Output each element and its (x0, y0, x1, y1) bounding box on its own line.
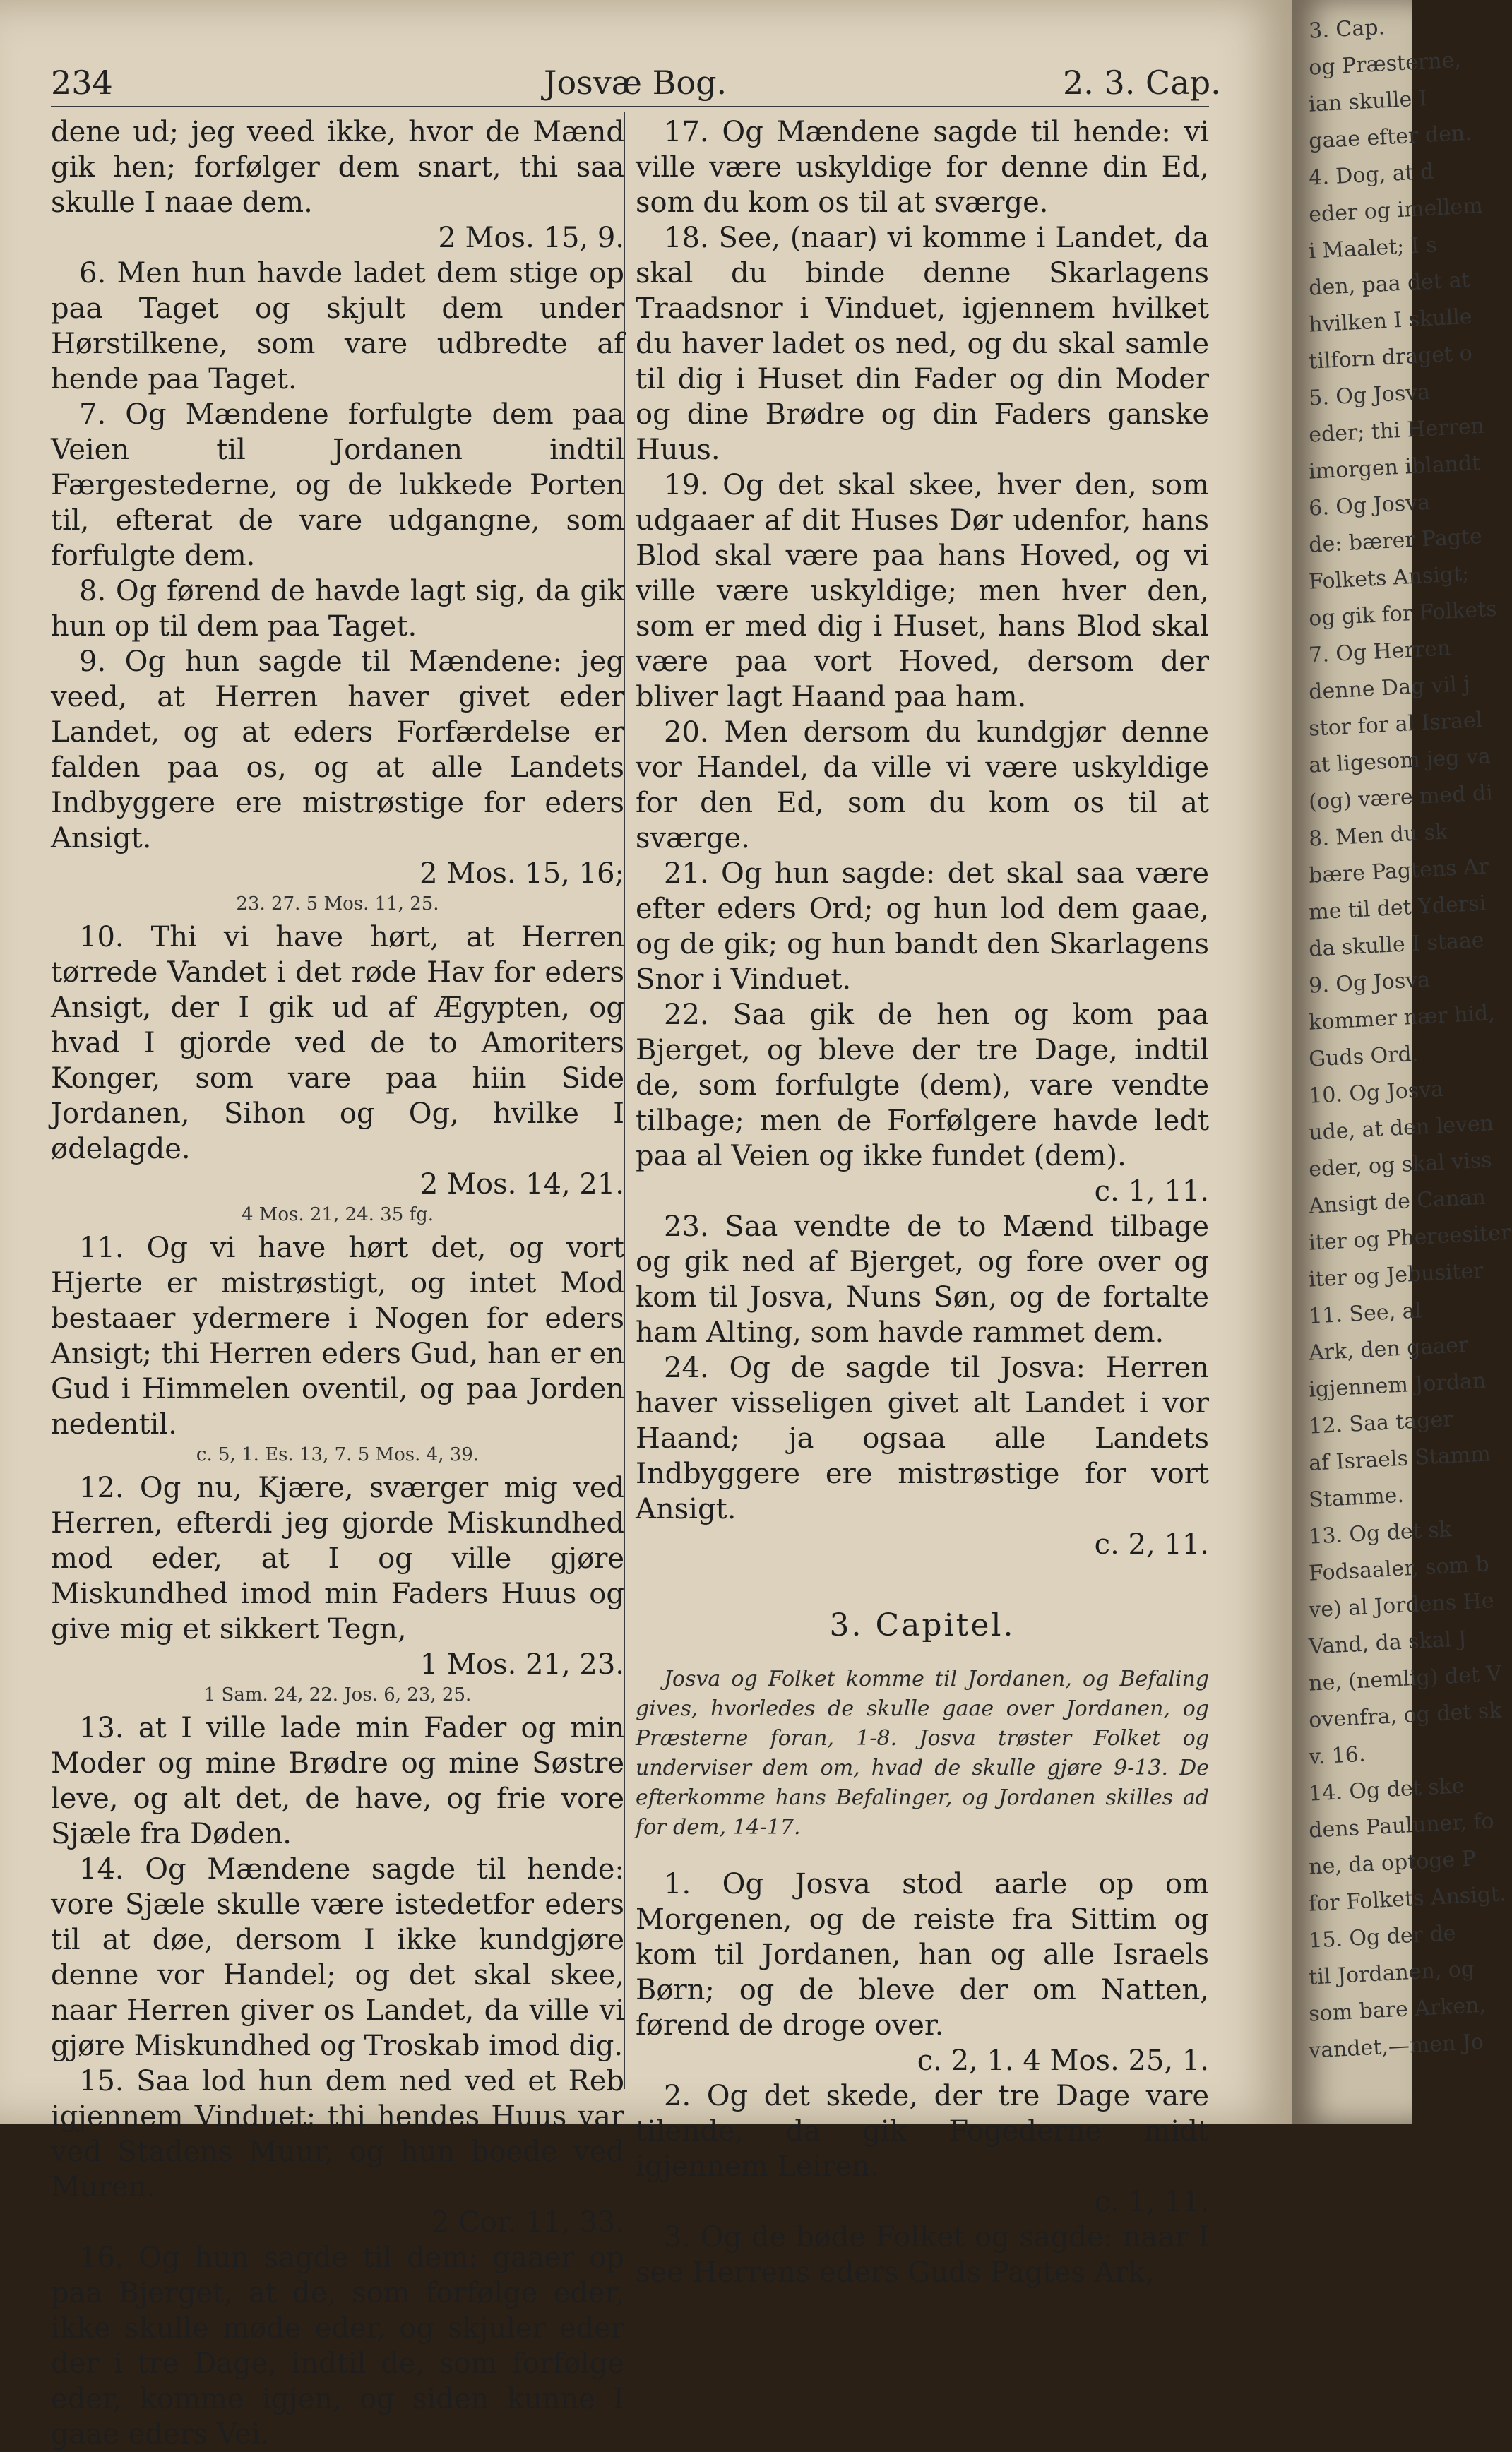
next-page-line: kommer nær hid, (1308, 1001, 1496, 1035)
verse-15: 15. Saa lod hun dem ned ved et Reb igjennem Vinduet; thi hendes Huus var ved Stadens Muur, og hun boede ved Muren. (51, 2065, 624, 2203)
next-page-line: dens Pauluner, fo (1308, 1809, 1495, 1843)
next-page-line: eder, og skal viss (1308, 1148, 1493, 1182)
next-page-line: at ligesom jeg va (1308, 744, 1492, 778)
verse-8: 8. Og førend de havde lagt sig, da gik hun op til dem paa Taget. (51, 575, 624, 643)
next-page-line: af Israels Stamm (1308, 1441, 1492, 1476)
verse-9-reference: 2 Mos. 15, 16; (419, 857, 624, 890)
chapter-reference: 2. 3. Cap. (1063, 64, 1221, 102)
verse-22-reference: c. 1, 11. (1094, 1175, 1209, 1208)
next-page-line: denne Dag vil j (1308, 671, 1471, 705)
verse-11-cross-reference: c. 5, 1. Es. 13, 7. 5 Mos. 4, 39. (196, 1444, 480, 1465)
next-page-line: 15. Og der de (1308, 1920, 1457, 1953)
chapter-3-verse-3: 3. Og de bøde Folket og sagde: naar I see Herrens eders Guds Pagtes Ark, (636, 2221, 1209, 2289)
next-page-line: stor for al Israel (1308, 707, 1484, 742)
next-page-line: 5. Og Josva (1308, 379, 1431, 411)
running-title: Josvæ Bog. (544, 64, 727, 102)
verse-19: 19. Og det skal skee, hver den, som udgaaer af dit Huses Dør udenfor, hans Blod skal være paa hans Hoved, og vi ville være uskyldige; men hver den, som er med dig i Huset, hans Blod skal være paa vort Hoved, dersom der bliver lagt Haand paa ham. (636, 469, 1209, 713)
next-page-line: 3. Cap. (1308, 15, 1386, 44)
next-page-line: 12. Saa tager (1308, 1407, 1454, 1439)
next-page-line: da skulle I staae (1308, 927, 1485, 962)
verse-9: 9. Og hun sagde til Mændene: jeg veed, at Herren haver givet eder Landet, og at eders Forfærdelse er falden paa os, og at alle Landets Indbyggere ere mistrøstige for eders Ansigt. (51, 645, 624, 855)
next-page-line: Ansigt de Canan (1308, 1184, 1487, 1219)
next-page-line: 7. Og Herren (1308, 636, 1452, 668)
verse-24: 24. Og de sagde til Josva: Herren haver visseligen givet alt Landet i vor Haand; ja ogsaa alle Landets Indbyggere ere mistrøstige for vort Ansigt. (636, 1352, 1209, 1525)
next-page-line: bære Pagtens Ar (1308, 854, 1489, 888)
next-page-edge (1292, 0, 1512, 2124)
verse-22: 22. Saa gik de hen og kom paa Bjerget, og bleve der tre Dage, indtil de, som forfulgte (dem), vare vendte tilbage; men de Forfølgere havde ledt paa al Veien og ikke fundet (dem). (636, 999, 1209, 1172)
next-page-line: Folkets Ansigt; (1308, 561, 1470, 595)
next-page-line: 4. Dog, at d (1308, 159, 1435, 191)
next-page-line: tilforn draget o (1308, 340, 1473, 374)
next-page-line: eder; thi Herren (1308, 413, 1485, 448)
verse-7: 7. Og Mændene forfulgte dem paa Veien til Jordanen indtil Færgestederne, og de lukkede Porten til, efterat de vare udgangne, som forfulgte dem. (51, 398, 624, 572)
verse-12: 12. Og nu, Kjære, sværger mig ved Herren, efterdi jeg gjorde Miskundhed mod eder, at I og ville gjøre Miskundhed imod min Faders Huus og give mig et sikkert Tegn, (51, 1472, 624, 1645)
next-page-line: 9. Og Josva (1308, 967, 1431, 999)
next-page-line: de: bærer Pagte (1308, 523, 1483, 558)
chapter-3-verse-2: 2. Og det skede, der tre Dage vare tilende, da gik Fogederne midt igjennem Leiren. (636, 2080, 1209, 2183)
page-number: 234 (51, 64, 113, 102)
next-page-line: 14. Og det ske (1308, 1773, 1465, 1807)
verse-9-cross-reference: 23. 27. 5 Mos. 11, 25. (236, 893, 439, 915)
next-page-line: igjennem Jordan (1308, 1368, 1487, 1403)
verse-5-continued: dene ud; jeg veed ikke, hvor de Mænd gik hen; forfølger dem snart, thi saa skulle I naae dem. (51, 116, 624, 219)
next-page-line: 6. Og Josva (1308, 489, 1431, 521)
next-page-line: til Jordanen, og (1308, 1956, 1475, 1990)
next-page-line: ovenfra, og det sk (1308, 1698, 1503, 1733)
verse-10: 10. Thi vi have hørt, at Herren tørrede Vandet i det røde Hav for eders Ansigt, der I gik ud af Ægypten, og hvad I gjorde ved de to Amoriters Konger, som vare paa hiin Side Jordanen, Sihon og Og, hvilke I ødelagde. (51, 921, 624, 1165)
next-page-line: vandet,—men Jo (1308, 2029, 1484, 2064)
chapter-3-verse-1: 1. Og Josva stod aarle op om Morgenen, og de reiste fra Sittim og kom til Jordanen, han og alle Israels Børn; og de bleve der om Natten, førend de droge over. (636, 1868, 1209, 2042)
chapter-3-verse-2-reference: c. 1, 11. (1094, 2186, 1209, 2218)
next-page-line: ude, at den leven (1308, 1111, 1494, 1145)
verse-16: 16. Og hun sagde til dem: gaaer op paa Bjerget, at de, som forfølge eder, ikke skulle møde eder, og skjuler eder der i tre Dage, indtil de, som forfølge eder, komme igjen, og siden kunne I gaae eders Vei. (51, 2242, 624, 2451)
next-page-line: i Maalet; I s (1308, 232, 1438, 264)
header-rule (51, 106, 1209, 107)
verse-23: 23. Saa vendte de to Mænd tilbage og gik ned af Bjerget, og fore over og kom til Josva, Nuns Søn, og de fortalte ham Alting, som havde rammet dem. (636, 1210, 1209, 1349)
next-page-line: eder og imellem (1308, 193, 1484, 227)
next-page-line: iter og Jebusiter (1308, 1258, 1484, 1292)
next-page-line: gaae efter den. (1308, 120, 1472, 154)
next-page-line: Stamme. (1308, 1482, 1405, 1513)
next-page-line: 8. Men du sk (1308, 819, 1449, 852)
verse-13: 13. at I ville lade min Fader og min Moder og mine Brødre og mine Søstre leve, og alt det, de have, og frie vore Sjæle fra Døden. (51, 1712, 624, 1850)
next-page-line: Guds Ord. (1308, 1041, 1419, 1072)
next-page-line: Fodsaaler, som b (1308, 1552, 1490, 1586)
next-page-line: som bare Arken, (1308, 1992, 1487, 2027)
next-page-line: me til det Ydersi (1308, 891, 1487, 925)
next-page-line: og gik for Folkets (1308, 596, 1498, 631)
verse-14: 14. Og Mændene sagde til hende: vore Sjæle skulle være istedetfor eders til at døe, dersom I ikke kundgjøre denne vor Handel; og det skal skee, naar Herren giver os Landet, da ville vi gjøre Miskundhed og Troskab imod dig. (51, 1853, 624, 2062)
verse-18: 18. See, (naar) vi komme i Landet, da skal du binde denne Skarlagens Traadsnor i Vinduet, igjennem hvilket du haver ladet os ned, og du skal samle til dig i Huset din Fader og din Moder og dine Brødre og din Faders ganske Huus. (636, 222, 1209, 466)
chapter-summary: Josva og Folket komme til Jordanen, og Befaling gives, hvorledes de skulle gaae over Jordanen, og Præsterne foran, 1-8. Josva trøster Folket og underviser dem om, hvad de skulle gjøre 9-13. De efterkomme hans Befalinger, og Jordanen skilles ad for dem, 14-17. (636, 1667, 1209, 1840)
verse-15-reference: 2 Cor. 11, 33. (431, 2206, 624, 2239)
next-page-line: 13. Og det sk (1308, 1517, 1453, 1549)
next-page-line: 10. Og Josva (1308, 1076, 1444, 1109)
verse-5-reference: 2 Mos. 15, 9. (438, 222, 624, 254)
next-page-line: og Præsterne, (1308, 47, 1462, 81)
next-page-line: imorgen iblandt (1308, 451, 1482, 484)
verse-20: 20. Men dersom du kundgjør denne vor Handel, da ville vi være uskyldige for den Ed, som du kom os til at sværge. (636, 716, 1209, 855)
next-page-line: ve) al Jordens He (1308, 1588, 1495, 1623)
verse-6: 6. Men hun havde ladet dem stige op paa Taget og skjult dem under Hørstilkene, som vare udbredte af hende paa Taget. (51, 257, 624, 395)
verse-24-reference: c. 2, 11. (1094, 1528, 1209, 1561)
next-page-line: ian skulle I (1308, 86, 1428, 117)
next-page-line: den, paa det at (1308, 267, 1471, 301)
right-column (636, 114, 1209, 2290)
verse-10-reference: 2 Mos. 14, 21. (419, 1168, 624, 1201)
next-page-line: iter og Phereesiter (1308, 1220, 1512, 1256)
next-page-line: v. 16. (1308, 1742, 1367, 1770)
chapter-title: 3. Capitel. (829, 1607, 1016, 1643)
chapter-3-verse-1-reference: c. 2, 1. 4 Mos. 25, 1. (917, 2045, 1209, 2077)
verse-11: 11. Og vi have hørt det, og vort Hjerte er mistrøstigt, og intet Mod bestaaer ydermere i Nogen for eders Ansigt; thi Herren eders Gud, han er en Gud i Himmelen oventil, og paa Jorden nedentil. (51, 1232, 624, 1441)
next-page-line: for Folkets Ansigt. (1308, 1881, 1507, 1917)
left-column (51, 114, 624, 2452)
verse-12-reference: 1 Mos. 21, 23. (419, 1648, 624, 1681)
next-page-line: (og) være med di (1308, 780, 1494, 815)
verse-21: 21. Og hun sagde: det skal saa være efter eders Ord; og hun lod dem gaae, og de gik; og hun bandt den Skarlagens Snor i Vinduet. (636, 857, 1209, 996)
verse-10-cross-reference: 4 Mos. 21, 24. 35 fg. (241, 1204, 434, 1225)
next-page-line: Vand, da skal J (1308, 1626, 1468, 1660)
verse-17: 17. Og Mændene sagde til hende: vi ville være uskyldige for denne din Ed, som du kom os til at sværge. (636, 116, 1209, 219)
next-page-line: ne, da optoge P (1308, 1846, 1477, 1880)
next-page-line: Ark, den gaaer (1308, 1333, 1470, 1366)
next-page-line: hvilken I skulle (1308, 304, 1473, 338)
verse-12-cross-reference: 1 Sam. 24, 22. Jos. 6, 23, 25. (203, 1684, 472, 1706)
next-page-line: 11. See, al (1308, 1298, 1422, 1329)
next-page-line: ne, (nemlig) det V (1308, 1661, 1503, 1696)
